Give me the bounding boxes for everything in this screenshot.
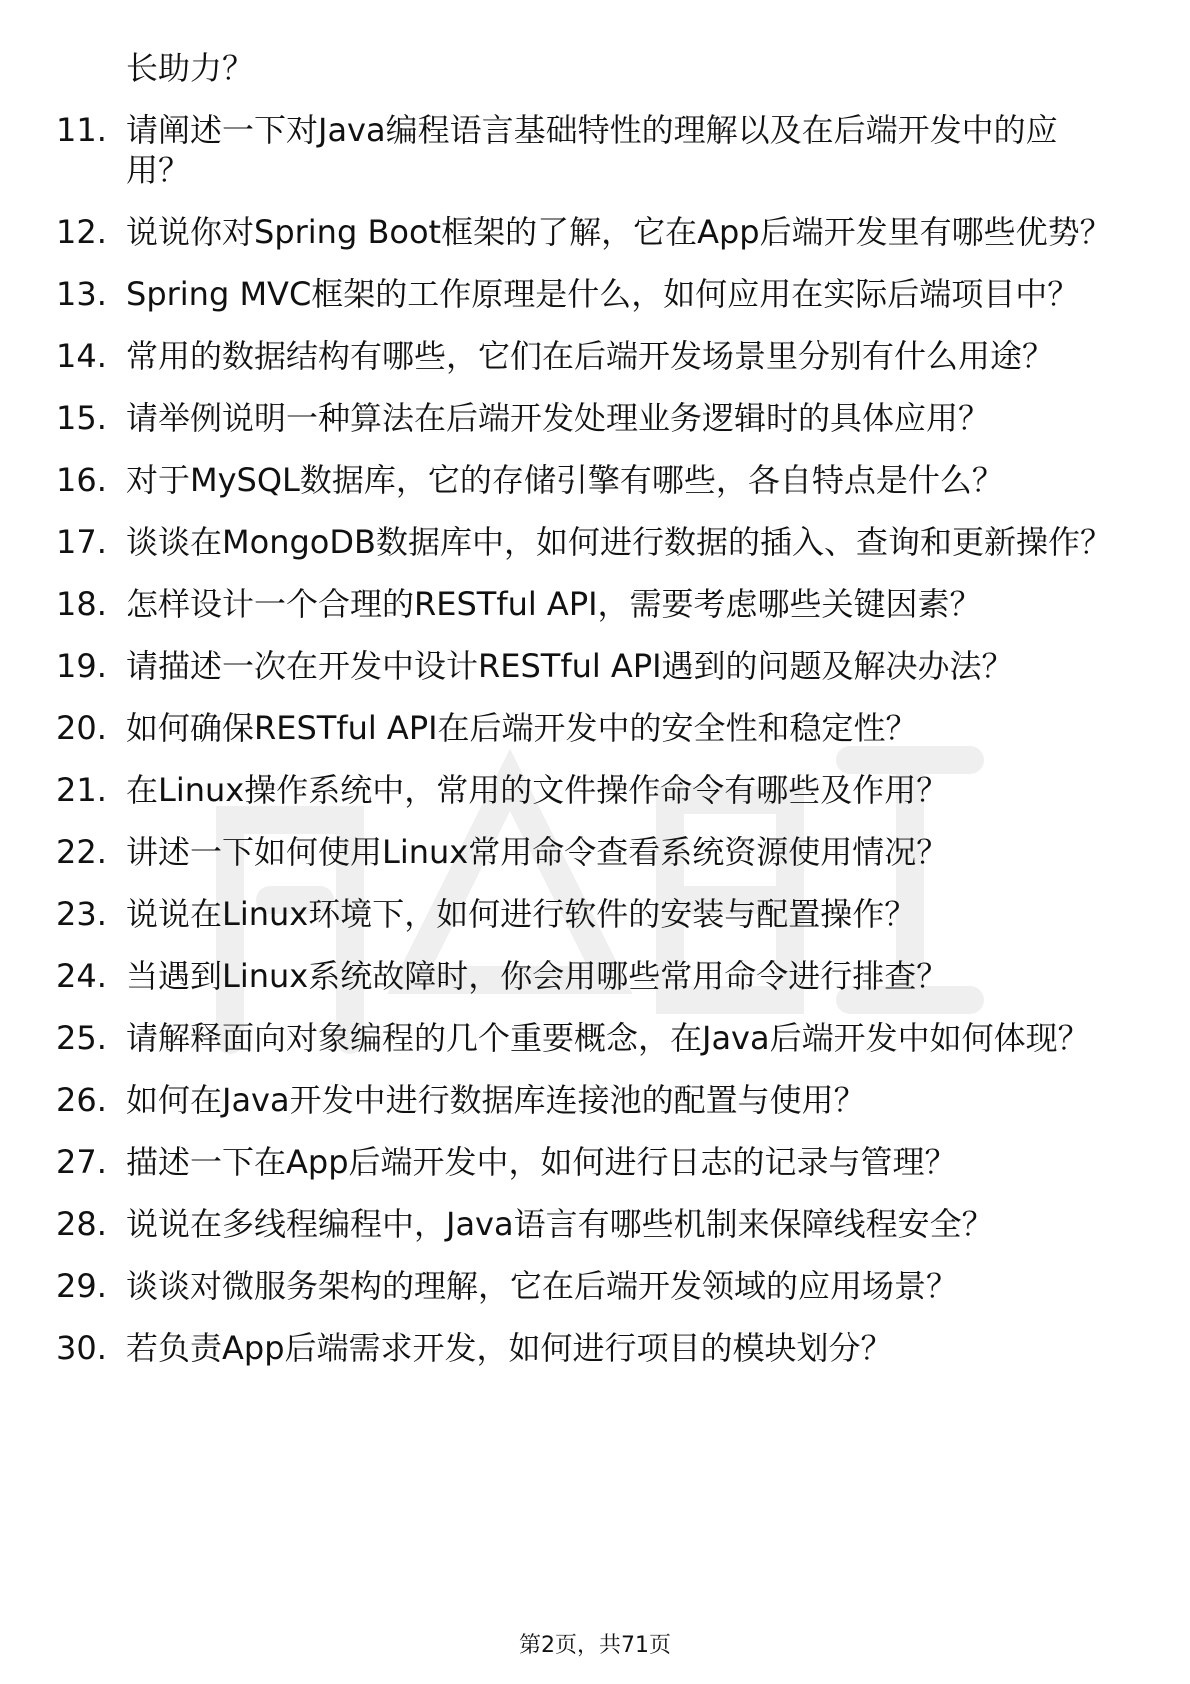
question-number: 15.: [56, 399, 107, 437]
question-content: [0, 48, 1190, 1390]
question-number: 29.: [56, 1267, 107, 1305]
question-number: 18.: [56, 585, 107, 623]
question-text: 请阐述一下对Java编程语言基础特性的理解以及在后端开发中的应用？: [126, 111, 1058, 189]
question-text: 谈谈在MongoDB数据库中，如何进行数据的插入、查询和更新操作？: [126, 523, 1112, 561]
question-item: [0, 894, 1190, 934]
question-text: 说说在多线程编程中，Java语言有哪些机制来保障线程安全？: [126, 1205, 994, 1243]
question-item: [0, 646, 1190, 686]
question-item: [0, 522, 1190, 562]
question-number: 16.: [56, 461, 107, 499]
question-item: [0, 1018, 1190, 1058]
question-text: 请举例说明一种算法在后端开发处理业务逻辑时的具体应用？: [126, 399, 991, 437]
question-number: 11.: [56, 111, 107, 149]
question-number: 22.: [56, 833, 107, 871]
question-item: [0, 956, 1190, 996]
question-item: [0, 584, 1190, 624]
question-number: 19.: [56, 647, 107, 685]
question-item: [0, 1080, 1190, 1120]
question-item: [0, 398, 1190, 438]
question-text: 当遇到Linux系统故障时，你会用哪些常用命令进行排查？: [126, 957, 949, 995]
question-number: 17.: [56, 523, 107, 561]
question-number: 12.: [56, 213, 107, 251]
question-text: 常用的数据结构有哪些，它们在后端开发场景里分别有什么用途？: [126, 337, 1055, 375]
question-text: 如何在Java开发中进行数据库连接池的配置与使用？: [126, 1081, 866, 1119]
question-text: 若负责App后端需求开发，如何进行项目的模块划分？: [126, 1329, 893, 1367]
question-number: 27.: [56, 1143, 107, 1181]
question-number: 25.: [56, 1019, 107, 1057]
question-item: [0, 1142, 1190, 1182]
question-item: [0, 274, 1190, 314]
question-item: [0, 1204, 1190, 1244]
question-item: [0, 1328, 1190, 1368]
question-text: 在Linux操作系统中，常用的文件操作命令有哪些及作用？: [126, 771, 949, 809]
question-number: 30.: [56, 1329, 107, 1367]
question-text: 怎样设计一个合理的RESTful API，需要考虑哪些关键因素？: [126, 585, 982, 623]
question-item: [0, 1266, 1190, 1306]
question-number: 20.: [56, 709, 107, 747]
question-text: 描述一下在App后端开发中，如何进行日志的记录与管理？: [126, 1143, 957, 1181]
question-item: [0, 770, 1190, 810]
question-item: [0, 110, 1190, 190]
question-item: [0, 336, 1190, 376]
question-text: 请解释面向对象编程的几个重要概念，在Java后端开发中如何体现？: [126, 1019, 1090, 1057]
question-text: 说说你对Spring Boot框架的了解，它在App后端开发里有哪些优势？: [126, 213, 1112, 251]
question-text: 如何确保RESTful API在后端开发中的安全性和稳定性？: [126, 709, 918, 747]
question-number: 28.: [56, 1205, 107, 1243]
question-text: Spring MVC框架的工作原理是什么，如何应用在实际后端项目中？: [126, 275, 1080, 313]
question-text: 请描述一次在开发中设计RESTful API遇到的问题及解决办法？: [126, 647, 1014, 685]
question-number: 23.: [56, 895, 107, 933]
question-item: [0, 832, 1190, 872]
question-number: 26.: [56, 1081, 107, 1119]
question-item: [0, 212, 1190, 252]
continuation-text: 长助力？: [126, 49, 255, 87]
question-item: [0, 708, 1190, 748]
question-text: 对于MySQL数据库，它的存储引擎有哪些，各自特点是什么？: [126, 461, 1004, 499]
question-item: [0, 460, 1190, 500]
page-footer: 第2页，共71页: [519, 1633, 671, 1658]
question-text: 说说在Linux环境下，如何进行软件的安装与配置操作？: [126, 895, 917, 933]
question-text: 谈谈对微服务架构的理解，它在后端开发领域的应用场景？: [126, 1267, 959, 1305]
question-list: [0, 110, 1190, 1368]
question-number: 21.: [56, 771, 107, 809]
question-number: 13.: [56, 275, 107, 313]
question-number: 14.: [56, 337, 107, 375]
question-number: 24.: [56, 957, 107, 995]
question-text: 讲述一下如何使用Linux常用命令查看系统资源使用情况？: [126, 833, 949, 871]
